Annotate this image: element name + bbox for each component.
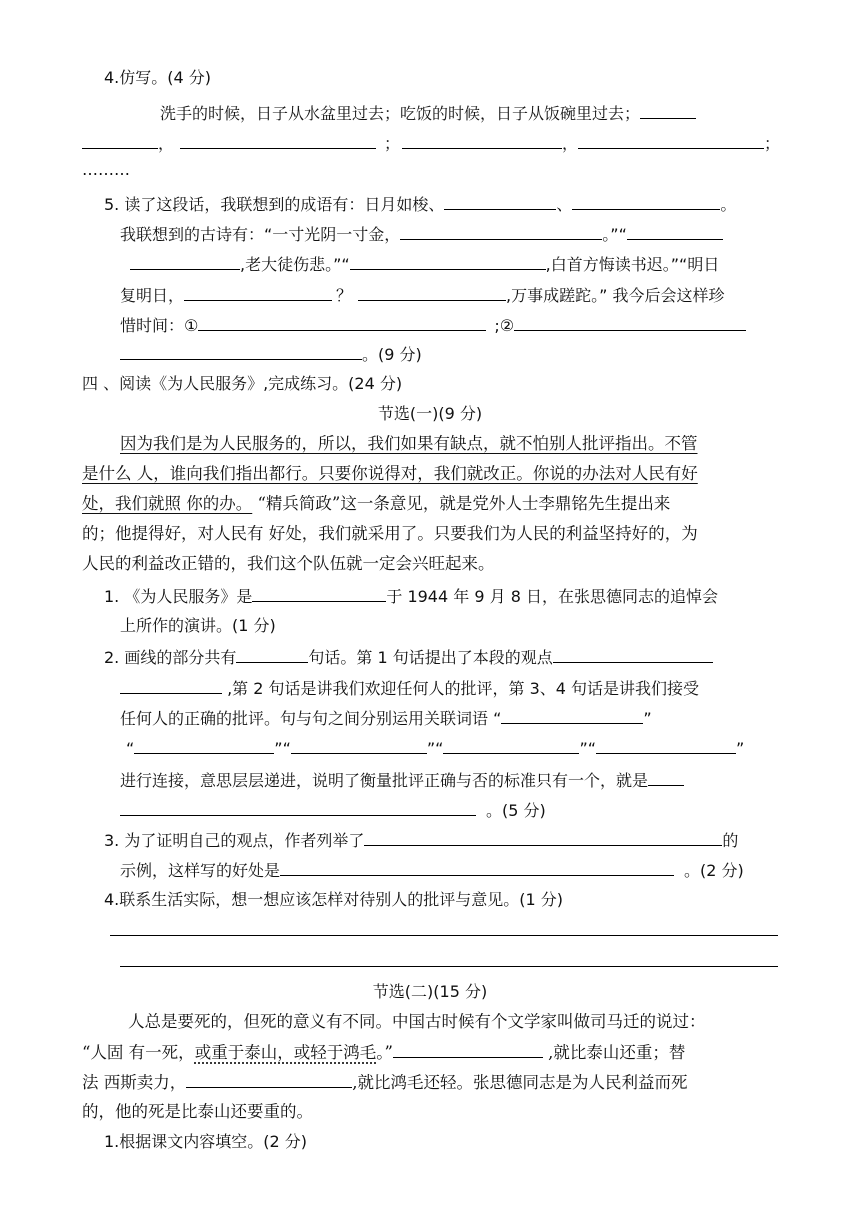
text: ,第 2 句话是讲我们欢迎任何人的批评，第 3、4 句话是讲我们接受 [222, 679, 700, 698]
text: 、 [556, 195, 573, 214]
text: 。” [376, 1043, 393, 1062]
question-5-line-5 [120, 313, 746, 337]
text: 。 [720, 195, 737, 214]
answer-blank[interactable] [180, 131, 376, 149]
ellipsis: ……… [82, 160, 130, 179]
answer-blank[interactable] [553, 645, 713, 663]
question-4-prompt [160, 101, 696, 125]
part-1-question-1 [104, 584, 718, 608]
answer-blank[interactable] [358, 283, 506, 301]
text: ,老大徒伤悲。”“ [240, 255, 350, 274]
text: ？ [336, 286, 353, 305]
text: 进行连接，意思层层递进，说明了衡量批评正确与否的标准只有一个，就是 [120, 771, 649, 790]
answer-blank[interactable] [400, 222, 602, 240]
part-2-question-1: 1.根据课文内容填空。(2 分) [104, 1132, 308, 1151]
text: 2. 画线的部分共有 [104, 648, 237, 667]
text: 。(9 分) [362, 345, 422, 364]
answer-blank[interactable] [198, 313, 486, 331]
text: 复明日， [120, 286, 185, 305]
prompt-text: 洗手的时候，日子从水盆里过去；吃饭的时候，日子从饭碗里过去； [160, 104, 641, 123]
dotted-text: 或重于泰山，或轻于鸿毛 [194, 1043, 377, 1062]
answer-blank[interactable] [596, 736, 736, 754]
answer-blank[interactable] [640, 101, 696, 119]
question-4-title: 4.仿写。(4 分) [104, 68, 212, 87]
text: 。(2 分) [684, 861, 744, 880]
question-5-line-6 [120, 342, 422, 366]
passage-1-line-5: 人民的利益改正错的，我们这个队伍就一定会兴旺起来。 [82, 554, 495, 573]
answer-blank[interactable] [120, 342, 362, 360]
punct: ； [764, 134, 781, 153]
punct: ； [384, 134, 401, 153]
answer-blank[interactable] [120, 676, 222, 694]
part-1-question-3 [104, 828, 738, 852]
passage-2-line-2 [82, 1040, 685, 1064]
text: ”“ [274, 739, 291, 758]
text: “人固 有一死， [82, 1043, 195, 1062]
text: 5. 读了这段话，我联想到的成语有：日月如梭、 [104, 195, 445, 214]
answer-blank[interactable] [120, 798, 476, 816]
text: 法 西斯卖力， [82, 1073, 187, 1092]
answer-blank[interactable] [514, 313, 746, 331]
passage-1-line-3 [82, 492, 670, 516]
answer-line[interactable] [120, 966, 778, 967]
text: ,万事成蹉跎。” 我今后会这样珍 [506, 286, 725, 305]
answer-blank[interactable] [572, 192, 720, 210]
text: 1. 《为人民服务》是 [104, 587, 253, 606]
question-5-line-1 [104, 192, 736, 216]
text: ;② [494, 316, 515, 335]
answer-blank[interactable] [184, 283, 332, 301]
text: ” [736, 739, 745, 758]
answer-line[interactable] [110, 935, 778, 936]
text: 句话。第 1 句话提出了本段的观点 [308, 648, 553, 667]
passage-2-line-3 [82, 1070, 688, 1094]
answer-blank[interactable] [130, 252, 240, 270]
answer-blank[interactable] [252, 584, 386, 602]
part-1-question-2-line-5 [120, 768, 684, 792]
answer-blank[interactable] [364, 828, 722, 846]
passage-1-line-4: 的；他提得好，对人民有 好处，我们就采用了。只要我们为人民的利益坚持好的，为 [82, 524, 698, 543]
text: ”“ [426, 739, 444, 758]
text: “ [126, 739, 135, 758]
underlined-text: 处，我们就照 你的办。 [82, 494, 253, 513]
text: 。(5 分) [486, 801, 546, 820]
part-1-title: 节选(一)(9 分) [377, 404, 483, 423]
answer-blank[interactable] [134, 736, 274, 754]
question-4-blanks-line [82, 131, 780, 155]
text: 的 [722, 831, 739, 850]
part-1-question-2-line-6 [120, 798, 546, 822]
answer-blank[interactable] [578, 131, 764, 149]
passage-1-line-1: 因为我们是为人民服务的，所以，我们如果有缺点，就不怕别人批评指出。不管 [120, 434, 698, 453]
punct: ， [562, 134, 579, 153]
answer-blank[interactable] [280, 858, 674, 876]
text: 我联想到的古诗有：“一寸光阴一寸金， [120, 225, 401, 244]
answer-blank[interactable] [82, 131, 158, 149]
answer-blank[interactable] [402, 131, 562, 149]
answer-blank[interactable] [627, 222, 723, 240]
part-2-title: 节选(二)(15 分) [372, 982, 488, 1001]
answer-blank[interactable] [236, 645, 308, 663]
text: 惜时间：① [120, 316, 199, 335]
passage-1-line-2: 是什么 人，谁向我们指出都行。只要你说得对，我们就改正。你说的办法对人民有好 [82, 464, 698, 483]
answer-blank[interactable] [501, 706, 643, 724]
text: 任何人的正确的批评。句与句之间分别运用关联词语 “ [120, 709, 502, 728]
text: 于 1944 年 9 月 8 日，在张思德同志的追悼会 [386, 587, 718, 606]
text: 示例，这样写的好处是 [120, 861, 281, 880]
passage-2-line-1: 人总是要死的，但死的意义有不同。中国古时候有个文学家叫做司马迁的说过： [128, 1012, 706, 1031]
text: 3. 为了证明自己的观点，作者列举了 [104, 831, 365, 850]
section-4-title: 四 、阅读《为人民服务》,完成练习。(24 分) [82, 374, 403, 393]
question-5-line-3 [130, 252, 719, 276]
text: “精兵简政”这一条意见，就是党外人士李鼎铭先生提出来 [252, 494, 671, 513]
answer-blank[interactable] [291, 736, 427, 754]
part-1-question-4: 4.联系生活实际，想一想应该怎样对待别人的批评与意见。(1 分) [104, 890, 564, 909]
part-1-question-2-line-4 [126, 736, 744, 760]
answer-blank[interactable] [443, 736, 579, 754]
passage-2-line-4: 的，他的死是比泰山还要重的。 [82, 1102, 313, 1121]
punct: ， [158, 134, 175, 153]
question-5-line-2 [120, 222, 723, 246]
text: ,就比泰山还重；替 [542, 1043, 686, 1062]
text: ,就比鸿毛还轻。张思德同志是为人民利益而死 [352, 1073, 688, 1092]
part-1-question-2-line-2 [120, 676, 699, 700]
text: ”“ [579, 739, 597, 758]
answer-blank[interactable] [393, 1040, 543, 1058]
part-1-question-3-cont [120, 858, 744, 882]
answer-blank[interactable] [444, 192, 556, 210]
answer-blank[interactable] [648, 768, 684, 786]
answer-blank[interactable] [350, 252, 546, 270]
part-1-question-2-line-3 [120, 706, 652, 730]
part-1-question-2 [104, 645, 713, 669]
text: 。”“ [602, 225, 627, 244]
text: ,白首方悔读书迟。”“明日 [545, 255, 720, 274]
part-1-question-1-cont: 上所作的演讲。(1 分) [120, 616, 276, 635]
question-5-line-4 [120, 283, 725, 307]
text: ” [643, 709, 652, 728]
answer-blank[interactable] [186, 1070, 352, 1088]
